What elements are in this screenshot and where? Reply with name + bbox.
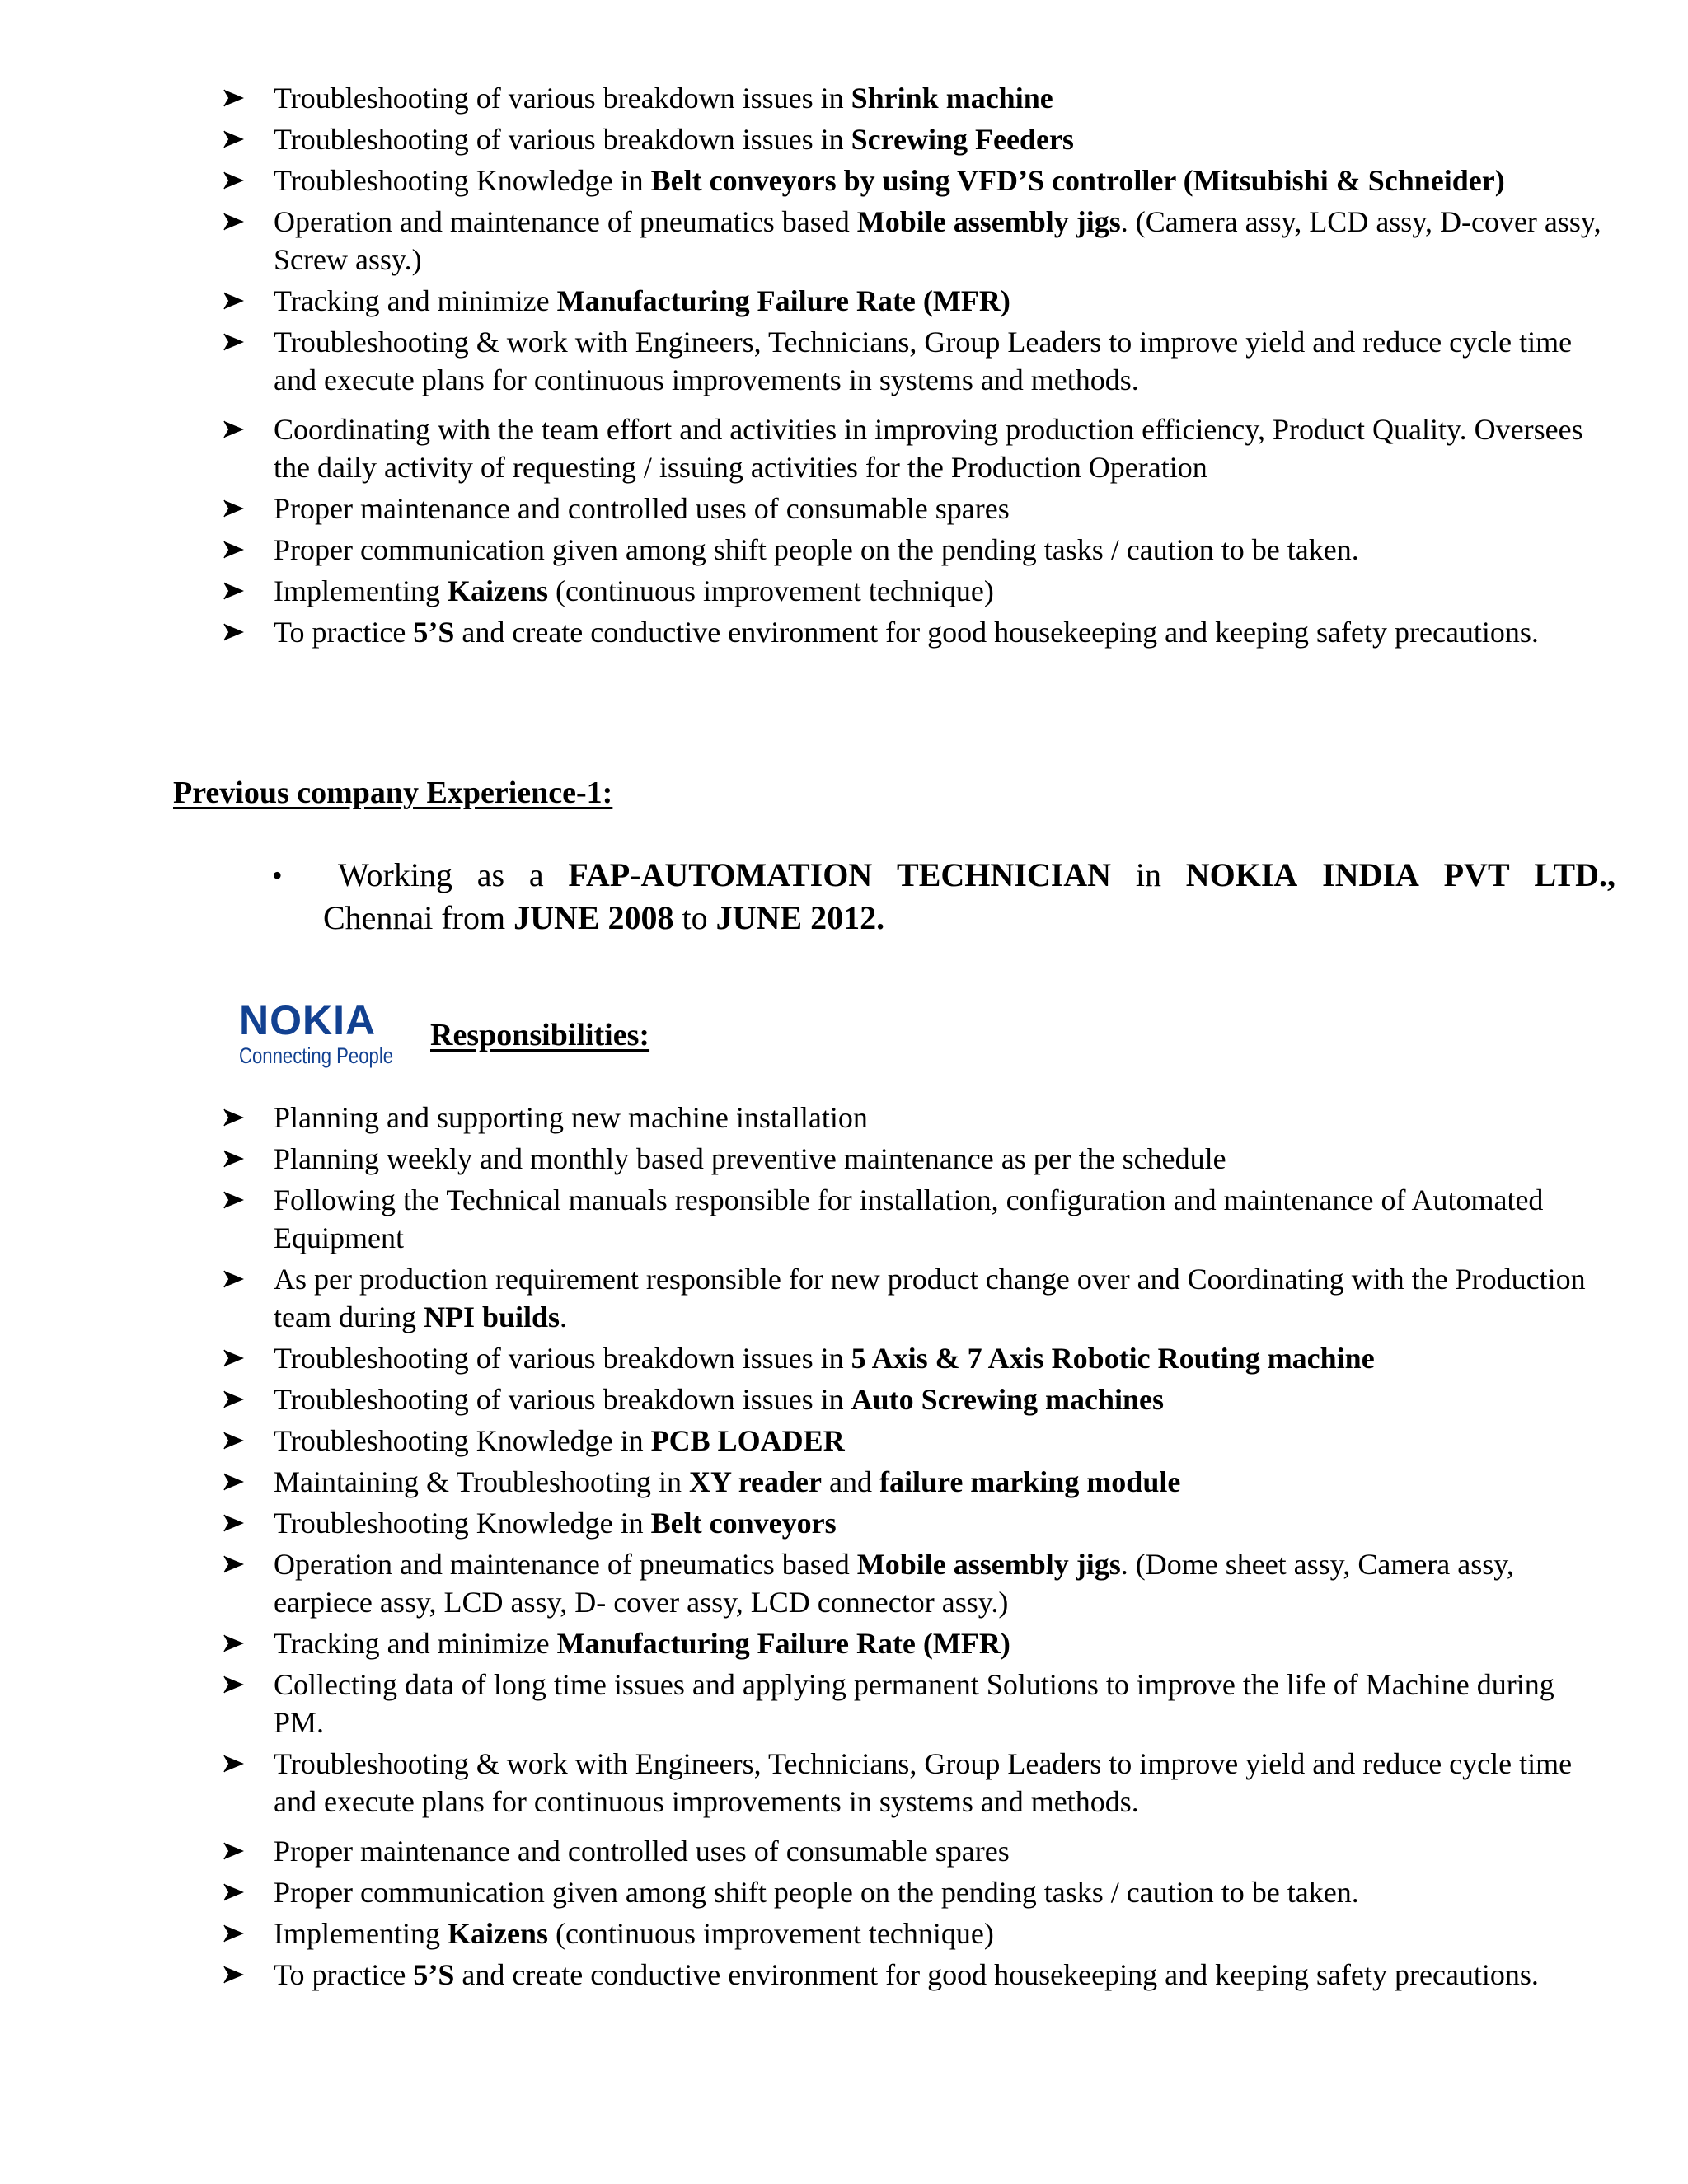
arrow-bullet-icon <box>223 79 256 117</box>
text: Maintaining & Troubleshooting in <box>274 1465 690 1498</box>
bold-text: 5’S <box>413 616 455 649</box>
bold-text: Manufacturing Failure Rate (MFR) <box>556 284 1010 317</box>
text: Implementing <box>274 1917 448 1950</box>
responsibilities-heading: Responsibilities: <box>430 1018 650 1052</box>
text: . (Dome sheet assy, Camera assy, earpiece assy, LCD assy, D- cover assy, LCD connector assy.) <box>274 1548 1514 1619</box>
bold-text: INDIA <box>1322 856 1419 893</box>
text: Collecting data of long time issues and applying permanent Solutions to improve the life of Machine during PM. <box>274 1668 1554 1739</box>
arrow-bullet-icon <box>223 531 256 569</box>
text: Troubleshooting Knowledge in <box>274 1424 651 1457</box>
arrow-bullet-icon <box>223 1915 256 1952</box>
text: Implementing <box>274 574 448 607</box>
arrow-bullet-icon <box>223 1140 256 1178</box>
list-item <box>223 1545 1607 1621</box>
list-item <box>223 79 1607 117</box>
text: Operation and maintenance of pneumatics based <box>274 1548 857 1581</box>
text: Proper maintenance and controlled uses of consumable spares <box>274 492 1010 525</box>
list-item <box>223 613 1607 651</box>
logo-tagline: Connecting People <box>239 1043 394 1068</box>
arrow-bullet-icon <box>223 1099 256 1137</box>
bold-text: NPI builds <box>423 1301 560 1333</box>
arrow-bullet-icon <box>223 1181 256 1219</box>
arrow-bullet-icon <box>223 1422 256 1460</box>
bold-text: Mobile assembly jigs <box>856 1548 1121 1581</box>
list-item <box>223 1873 1607 1911</box>
text: and <box>822 1465 879 1498</box>
bold-text: 5’S <box>413 1958 455 1991</box>
text: to <box>673 899 716 936</box>
text: Troubleshooting Knowledge in <box>274 164 651 197</box>
list-item <box>223 1915 1607 1952</box>
role-line-1 <box>272 854 1615 897</box>
list-item <box>223 1339 1607 1377</box>
arrow-bullet-icon <box>223 1260 256 1298</box>
arrow-bullet-icon <box>223 572 256 610</box>
arrow-bullet-icon <box>223 1545 256 1583</box>
bold-text: 5 Axis & 7 Axis Robotic Routing machine <box>851 1342 1375 1375</box>
bold-text: Belt conveyors by using VFD’S controller (Mitsubishi & Schneider) <box>650 164 1505 197</box>
bold-text: NOKIA <box>1185 856 1298 893</box>
list-item <box>223 1504 1607 1542</box>
list-item <box>223 1624 1607 1662</box>
list-item <box>223 1832 1607 1870</box>
arrow-bullet-icon <box>223 1339 256 1377</box>
text: Troubleshooting of various breakdown issues in <box>274 82 851 115</box>
arrow-bullet-icon <box>223 1624 256 1662</box>
text: as <box>476 856 505 893</box>
arrow-bullet-icon <box>223 1873 256 1911</box>
arrow-bullet-icon <box>223 1832 256 1870</box>
logo-wordmark: NOKIA <box>239 997 377 1043</box>
text: Coordinating with the team effort and activities in improving production efficiency, Product Quality. Oversees the daily activity of requesting / issuing activities for the Production Operation <box>274 413 1583 484</box>
list-item <box>223 162 1607 199</box>
text: Tracking and minimize <box>274 284 557 317</box>
list-item <box>223 323 1607 399</box>
list-item <box>223 531 1607 569</box>
text: Planning and supporting new machine installation <box>274 1101 868 1134</box>
arrow-bullet-icon <box>223 162 256 199</box>
text: a <box>528 856 544 893</box>
bold-text: Kaizens <box>447 1917 548 1950</box>
arrow-bullet-icon <box>223 1956 256 1994</box>
text: Troubleshooting of various breakdown issues in <box>274 1342 851 1375</box>
text: Operation and maintenance of pneumatics based <box>274 205 857 238</box>
bold-text: PCB LOADER <box>650 1424 845 1457</box>
text: Tracking and minimize <box>274 1627 557 1660</box>
arrow-bullet-icon <box>223 203 256 241</box>
text: To practice <box>274 616 414 649</box>
bold-text: failure marking module <box>879 1465 1181 1498</box>
list-item <box>223 1380 1607 1418</box>
list-item <box>223 410 1607 486</box>
list-item <box>223 1422 1607 1460</box>
bold-text: FAP-AUTOMATION <box>568 856 873 893</box>
bold-text: TECHNICIAN <box>897 856 1112 893</box>
text: Troubleshooting of various breakdown issues in <box>274 123 851 156</box>
list-item <box>223 203 1607 279</box>
bold-text: Auto Screwing machines <box>851 1383 1164 1416</box>
list-item <box>223 1181 1607 1257</box>
nokia-logo <box>239 997 392 1080</box>
arrow-bullet-icon <box>223 1463 256 1501</box>
arrow-bullet-icon <box>223 282 256 320</box>
text: Troubleshooting & work with Engineers, Technicians, Group Leaders to improve yield and reduce cycle time and execute plans for continuous improvements in systems and methods. <box>274 326 1573 396</box>
bold-text: JUNE 2012. <box>715 899 885 936</box>
previous-company-heading: Previous company Experience-1: <box>173 776 613 810</box>
arrow-bullet-icon <box>223 120 256 158</box>
bold-text: LTD., <box>1534 856 1615 893</box>
text: . <box>560 1301 568 1333</box>
text: (continuous improvement technique) <box>547 1917 994 1950</box>
bullet-dot-icon: • <box>272 859 283 892</box>
text: To practice <box>274 1958 414 1991</box>
text: Planning weekly and monthly based preventive maintenance as per the schedule <box>274 1142 1226 1175</box>
text: and create conductive environment for good housekeeping and keeping safety precautions. <box>454 616 1539 649</box>
arrow-bullet-icon <box>223 1504 256 1542</box>
bold-text: Belt conveyors <box>650 1507 837 1540</box>
bold-text: PVT <box>1443 856 1510 893</box>
list-item <box>223 1956 1607 1994</box>
list-item <box>223 1140 1607 1178</box>
list-item <box>223 1745 1607 1821</box>
arrow-bullet-icon <box>223 613 256 651</box>
text: (continuous improvement technique) <box>547 574 994 607</box>
text: Troubleshooting Knowledge in <box>274 1507 651 1540</box>
text: Proper communication given among shift people on the pending tasks / caution to be taken. <box>274 1876 1359 1909</box>
text: Proper communication given among shift people on the pending tasks / caution to be taken. <box>274 533 1359 566</box>
bold-text: JUNE 2008 <box>513 899 674 936</box>
text: Troubleshooting & work with Engineers, Technicians, Group Leaders to improve yield and reduce cycle time and execute plans for continuous improvements in systems and methods. <box>274 1747 1573 1818</box>
text: . (Camera assy, LCD assy, D-cover assy, Screw assy.) <box>274 205 1601 276</box>
text: and create conductive environment for good housekeeping and keeping safety precautions. <box>454 1958 1539 1991</box>
list-item <box>223 1099 1607 1137</box>
arrow-bullet-icon <box>223 1666 256 1704</box>
list-item <box>223 120 1607 158</box>
text: Chennai from <box>323 899 514 936</box>
top-responsibility-list <box>223 79 1607 654</box>
arrow-bullet-icon <box>223 410 256 448</box>
list-item <box>223 1260 1607 1336</box>
arrow-bullet-icon <box>223 1380 256 1418</box>
list-item <box>223 572 1607 610</box>
role-line-2 <box>272 897 1615 940</box>
text: Following the Technical manuals responsible for installation, configuration and maintenance of Automated Equipment <box>274 1183 1544 1254</box>
arrow-bullet-icon <box>223 323 256 361</box>
list-item <box>223 490 1607 527</box>
bold-text: Screwing Feeders <box>851 123 1074 156</box>
text: in <box>1135 856 1161 893</box>
arrow-bullet-icon <box>223 1745 256 1783</box>
text: Working <box>338 856 452 893</box>
bold-text: Mobile assembly jigs <box>856 205 1121 238</box>
bold-text: Kaizens <box>447 574 548 607</box>
text: Troubleshooting of various breakdown issues in <box>274 1383 851 1416</box>
role-statement <box>272 854 1615 940</box>
list-item <box>223 1463 1607 1501</box>
text: As per production requirement responsible for new product change over and Coordinating with the Production team during <box>274 1263 1586 1333</box>
bold-text: Shrink machine <box>851 82 1053 115</box>
arrow-bullet-icon <box>223 490 256 527</box>
nokia-responsibility-list <box>223 1099 1607 1997</box>
text: Proper maintenance and controlled uses of consumable spares <box>274 1835 1010 1868</box>
list-item <box>223 282 1607 320</box>
bold-text: XY reader <box>689 1465 822 1498</box>
list-item <box>223 1666 1607 1741</box>
bold-text: Manufacturing Failure Rate (MFR) <box>556 1627 1010 1660</box>
